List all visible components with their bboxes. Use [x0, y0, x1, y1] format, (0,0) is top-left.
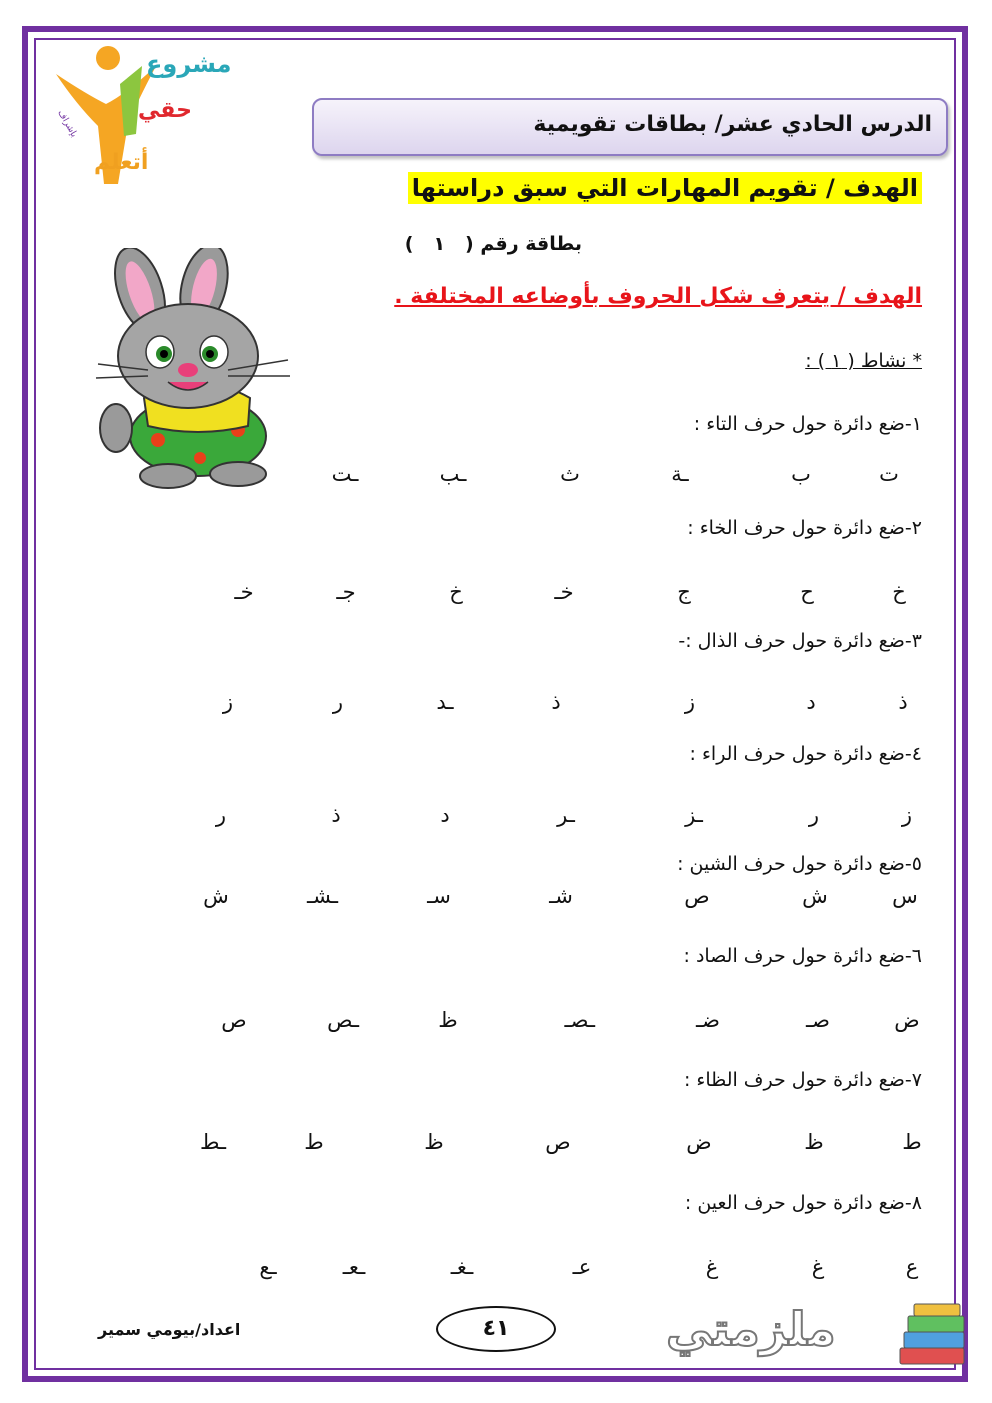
q6-option-4[interactable]: ـصـ	[564, 1008, 595, 1032]
q7-option-2[interactable]: ظ	[804, 1130, 824, 1154]
q2-option-4[interactable]: خـ	[554, 580, 574, 604]
q2-option-5[interactable]: خ	[449, 580, 463, 604]
card-open-paren: (	[465, 233, 474, 255]
q4-option-2[interactable]: ر	[808, 803, 820, 827]
question-5-prompt: ٥-ضع دائرة حول حرف الشين :	[677, 853, 922, 875]
q2-option-7[interactable]: خـ	[234, 580, 254, 604]
question-4-prompt: ٤-ضع دائرة حول حرف الراء :	[689, 743, 922, 765]
q1-option-2[interactable]: ب	[791, 462, 811, 486]
q8-option-1[interactable]: ع	[905, 1255, 919, 1279]
q4-option-1[interactable]: ز	[901, 803, 913, 827]
q7-option-6[interactable]: ط	[304, 1130, 324, 1154]
logo-word-2: حقي	[138, 98, 192, 123]
question-7-prompt: ٧-ضع دائرة حول حرف الظاء :	[683, 1069, 922, 1091]
q5-option-6[interactable]: ـشـ	[306, 884, 338, 908]
q3-option-5[interactable]: ـد	[436, 690, 454, 714]
q5-option-5[interactable]: سـ	[427, 884, 451, 908]
q8-option-4[interactable]: عـ	[572, 1255, 592, 1279]
q1-option-6[interactable]: ـت	[331, 462, 359, 486]
question-6-prompt: ٦-ضع دائرة حول حرف الصاد :	[683, 945, 922, 967]
q1-option-5[interactable]: ـب	[439, 462, 467, 486]
q5-option-4[interactable]: شـ	[549, 884, 573, 908]
title-banner	[312, 98, 948, 156]
svg-text:بإشراف: بإشراف	[55, 108, 79, 140]
bunny-illustration	[88, 248, 298, 498]
q4-option-3[interactable]: ـز	[685, 803, 703, 827]
q6-option-6[interactable]: ـص	[327, 1008, 359, 1032]
q5-option-2[interactable]: ش	[802, 884, 828, 908]
main-goal: الهدف / تقويم المهارات التي سبق دراستها	[408, 172, 922, 204]
q3-option-6[interactable]: ر	[332, 690, 344, 714]
q3-option-1[interactable]: ذ	[898, 690, 908, 714]
q2-option-3[interactable]: ج	[677, 580, 691, 604]
q3-option-3[interactable]: ز	[684, 690, 696, 714]
q2-option-1[interactable]: خ	[892, 580, 906, 604]
q7-option-4[interactable]: ص	[545, 1130, 571, 1154]
project-logo	[46, 44, 232, 194]
question-2-prompt: ٢-ضع دائرة حول حرف الخاء :	[687, 517, 922, 539]
card-label: بطاقة رقم	[480, 233, 582, 255]
q7-option-5[interactable]: ظ	[424, 1130, 444, 1154]
question-3-prompt: ٣-ضع دائرة حول حرف الذال :-	[678, 630, 922, 652]
q8-option-6[interactable]: ـعـ	[342, 1255, 366, 1279]
author-credit: اعداد/بيومي سمير	[98, 1320, 241, 1339]
q7-option-1[interactable]: ط	[902, 1130, 922, 1154]
q6-option-7[interactable]: ص	[221, 1008, 247, 1032]
q5-option-3[interactable]: ص	[684, 884, 710, 908]
question-8-prompt: ٨-ضع دائرة حول حرف العين :	[684, 1192, 922, 1214]
q6-option-5[interactable]: ظ	[438, 1008, 458, 1032]
q3-option-4[interactable]: ذ	[551, 690, 561, 714]
sub-goal: الهدف / يتعرف شكل الحروف بأوضاعه المختلفة .	[394, 284, 922, 309]
logo-word-1: مشروع	[146, 50, 232, 78]
card-number-line	[405, 233, 582, 255]
q4-option-5[interactable]: د	[440, 803, 450, 827]
logo-word-3: أتعلم	[94, 150, 149, 175]
q7-option-3[interactable]: ض	[686, 1130, 712, 1154]
q1-option-3[interactable]: ـة	[671, 462, 689, 486]
card-close-paren: )	[404, 233, 414, 255]
q2-option-2[interactable]: ح	[800, 580, 814, 604]
page-number: ٤١	[436, 1306, 556, 1352]
q6-option-1[interactable]: ض	[894, 1008, 920, 1032]
watermark-text: ملزمتي	[666, 1302, 836, 1356]
q8-option-2[interactable]: غ	[811, 1255, 825, 1279]
question-1-prompt: ١-ضع دائرة حول حرف التاء :	[693, 413, 922, 435]
q8-option-5[interactable]: ـغـ	[450, 1255, 474, 1279]
card-number: ١	[433, 233, 446, 255]
lesson-title: الدرس الحادي عشر/ بطاقات تقويمية	[533, 112, 932, 137]
q1-option-4[interactable]: ث	[560, 462, 580, 486]
q4-option-6[interactable]: ذ	[331, 803, 341, 827]
q2-option-6[interactable]: جـ	[336, 580, 356, 604]
q8-option-7[interactable]: ـع	[259, 1255, 277, 1279]
q5-option-7[interactable]: ش	[203, 884, 229, 908]
q4-option-7[interactable]: ر	[215, 803, 227, 827]
q3-option-7[interactable]: ز	[222, 690, 234, 714]
books-icon	[894, 1302, 974, 1374]
q8-option-3[interactable]: غ	[705, 1255, 719, 1279]
q7-option-7[interactable]: ـط	[199, 1130, 227, 1154]
q3-option-2[interactable]: د	[806, 690, 816, 714]
q6-option-2[interactable]: صـ	[806, 1008, 830, 1032]
bunny-icon	[88, 248, 298, 498]
q5-option-1[interactable]: س	[892, 884, 918, 908]
activity-heading: * نشاط ( ١ ) :	[805, 350, 922, 372]
watermark	[664, 1302, 974, 1374]
q6-option-3[interactable]: ضـ	[696, 1008, 720, 1032]
q1-option-1[interactable]: ت	[879, 462, 899, 486]
q4-option-4[interactable]: ـر	[557, 803, 575, 827]
